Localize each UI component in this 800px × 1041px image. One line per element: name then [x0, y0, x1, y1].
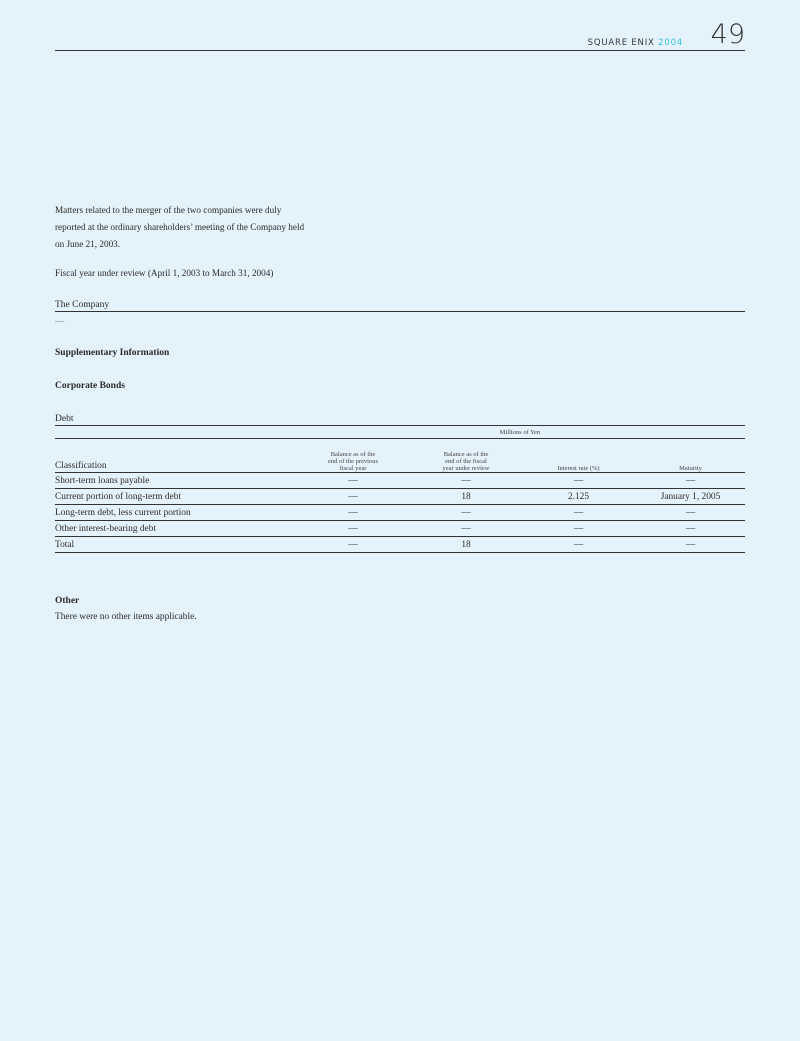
page-header — [55, 19, 745, 51]
prev-balance-header: Balance as of the end of the previous fiscal year — [295, 439, 411, 473]
units-row — [55, 427, 745, 439]
units-label: Millions of Yen — [295, 427, 745, 439]
supplementary-title: Supplementary Information — [55, 348, 170, 358]
table-row: Short-term loans payable — — — — — [55, 473, 745, 489]
table-row: Long-term debt, less current portion — — — — — [55, 505, 745, 521]
company-section-title: The Company — [55, 300, 745, 312]
curr-balance-header: Balance as of the end of the fiscal year under review — [411, 439, 521, 473]
other-title: Other — [55, 596, 80, 606]
column-header-row — [55, 439, 745, 473]
debt-table — [55, 427, 745, 553]
page-number: 49 — [710, 19, 745, 50]
debt-title: Debt — [55, 414, 745, 426]
table-row: Current portion of long-term debt — 18 2.125 January 1, 2005 — [55, 489, 745, 505]
brand-label: SQUARE ENIX 2004 — [587, 38, 683, 48]
interest-rate-header: Interest rate (%) — [521, 439, 636, 473]
table-row: Other interest-bearing debt — — — — — [55, 521, 745, 537]
other-text: There were no other items applicable. — [55, 612, 197, 622]
fiscal-year-paragraph: Fiscal year under review (April 1, 2003 to March 31, 2004) — [55, 268, 274, 278]
maturity-header: Maturity — [636, 439, 745, 473]
table-row-total: Total — 18 — — — [55, 537, 745, 553]
corporate-bonds-title: Corporate Bonds — [55, 381, 125, 391]
brand-year: 2004 — [658, 38, 683, 48]
classification-header: Classification — [55, 439, 295, 473]
merger-paragraph: Matters related to the merger of the two companies were duly reported at the ordinary shareholders’ meeting of the Company held on June 21, 2003. — [55, 205, 305, 249]
company-section-note: — — [55, 316, 64, 326]
